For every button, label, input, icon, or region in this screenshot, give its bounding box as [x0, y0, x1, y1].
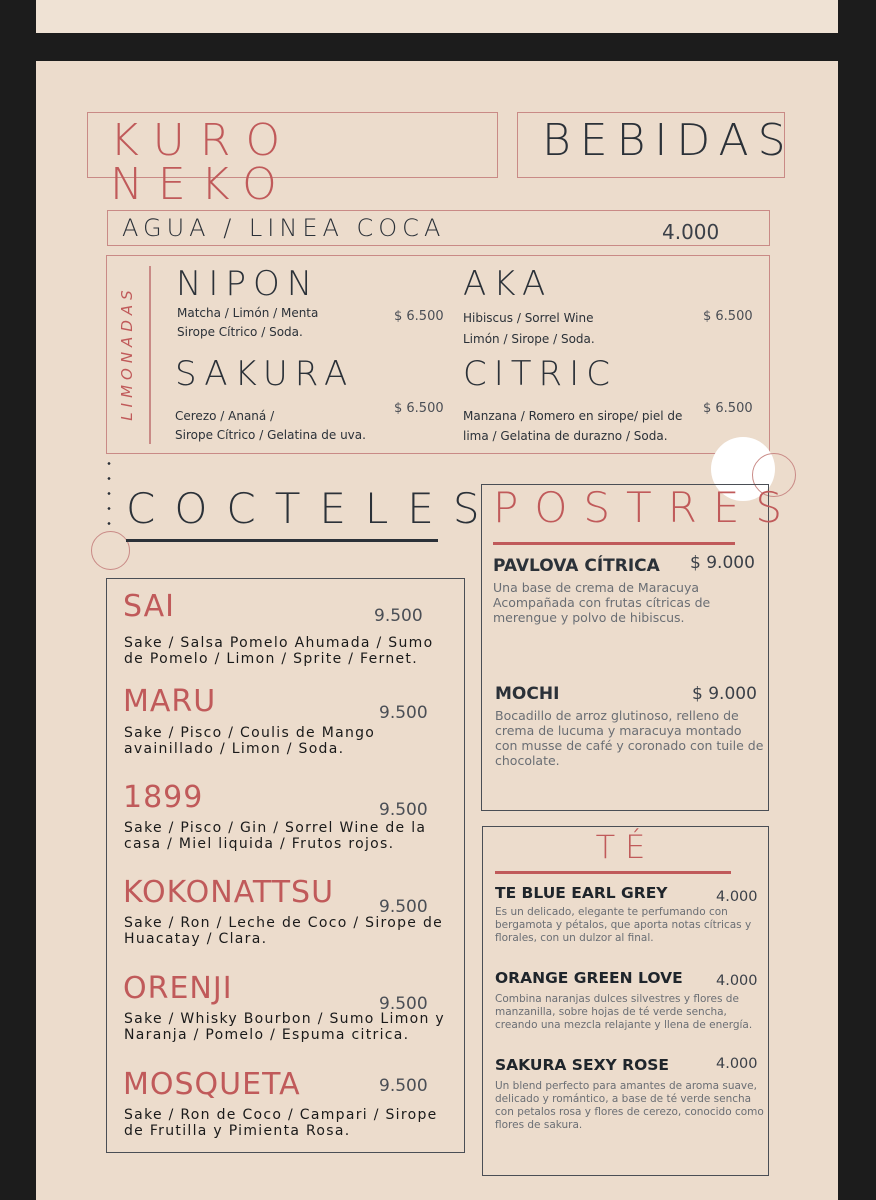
te-desc: Es un delicado, elegante te perfumando con bergamota y pétalos, que aporta notas cítricas y florales, con un dulzor al final.	[495, 906, 752, 944]
agua-row	[107, 210, 770, 246]
te-underline	[495, 871, 731, 874]
limonada-desc-line: Manzana / Romero en sirope/ piel de	[463, 409, 683, 423]
coctel-name: SAI	[123, 589, 175, 624]
postre-desc: Una base de crema de Maracuya Acompañada con frutas cítricas de merengue y polvo de hibiscus.	[493, 580, 711, 625]
postres-underline	[493, 542, 735, 545]
coctel-desc: Sake / Whisky Bourbon / Sumo Limon y Naranja / Pomelo / Espuma citrica.	[124, 1011, 446, 1043]
coctel-price: 9.500	[379, 1076, 428, 1096]
limonada-name: NIPON	[176, 264, 320, 304]
postre-price: $ 9.000	[690, 553, 755, 573]
limonada-price: $ 6.500	[703, 309, 753, 324]
limonada-name: SAKURA	[175, 354, 355, 394]
te-name: ORANGE GREEN LOVE	[495, 969, 683, 987]
limonadas-divider	[149, 266, 151, 444]
limonada-desc-line: Sirope Cítrico / Soda.	[177, 325, 303, 339]
limonada-desc-line: Sirope Cítrico / Gelatina de uva.	[175, 428, 366, 442]
te-name: SAKURA SEXY ROSE	[495, 1056, 669, 1074]
menu-page	[36, 61, 838, 1200]
te-price: 4.000	[716, 1056, 758, 1072]
limonada-name: CITRIC	[463, 354, 617, 394]
postres-title: POSTRES	[493, 483, 799, 532]
te-desc: Combina naranjas dulces silvestres y flores de manzanilla, sobre hojas de té verde sencha, creando una mezcla relajante y llena de energía.	[495, 993, 753, 1031]
cocteles-title: COCTELES	[126, 484, 499, 533]
cocteles-box	[106, 578, 465, 1153]
coctel-name: ORENJI	[123, 971, 233, 1006]
coctel-name: MOSQUETA	[123, 1067, 301, 1102]
coctel-price: 9.500	[379, 703, 428, 723]
section-title: BEBIDAS	[542, 115, 795, 166]
limonada-price: $ 6.500	[703, 401, 753, 416]
coctel-name: KOKONATTSU	[123, 875, 335, 910]
brand-title: KURO NEKO	[110, 115, 296, 210]
limonadas-label: LIMONADAS	[118, 285, 136, 421]
cocteles-underline	[126, 539, 438, 542]
limonada-desc-line: lima / Gelatina de durazno / Soda.	[463, 429, 668, 443]
postres-box	[481, 483, 799, 811]
te-title: TÉ	[595, 828, 656, 866]
limonada-name: AKA	[463, 264, 553, 304]
agua-label: AGUA / LINEA COCA	[122, 214, 446, 242]
coctel-price: 9.500	[379, 897, 428, 917]
te-box	[482, 826, 769, 1176]
limonada-desc-line: Hibiscus / Sorrel Wine	[463, 311, 594, 325]
decor-dots	[107, 456, 111, 536]
decor-circle-outline	[91, 531, 130, 570]
coctel-desc: Sake / Pisco / Gin / Sorrel Wine de la casa / Miel liquida / Frutos rojos.	[124, 820, 427, 852]
brand-box	[87, 112, 498, 210]
postre-desc: Bocadillo de arroz glutinoso, relleno de crema de lucuma y maracuya montado con musse de café y coronado con tuile de chocolate.	[495, 708, 764, 768]
limonada-price: $ 6.500	[394, 401, 444, 416]
postre-name: PAVLOVA CÍTRICA	[493, 556, 660, 576]
limonadas-box	[106, 255, 770, 454]
postre-name: MOCHI	[495, 684, 560, 704]
limonada-desc-line: Matcha / Limón / Menta	[177, 306, 319, 320]
te-name: TE BLUE EARL GREY	[495, 884, 668, 902]
coctel-name: MARU	[123, 684, 217, 719]
coctel-name: 1899	[123, 780, 204, 815]
coctel-desc: Sake / Pisco / Coulis de Mango avainillado / Limon / Soda.	[124, 725, 376, 757]
coctel-desc: Sake / Ron / Leche de Coco / Sirope de Huacatay / Clara.	[124, 915, 444, 947]
limonada-desc-line: Limón / Sirope / Soda.	[463, 332, 595, 346]
limonada-price: $ 6.500	[394, 309, 444, 324]
previous-page-edge	[36, 0, 838, 33]
te-desc: Un blend perfecto para amantes de aroma suave, delicado y romántico, a base de té verde sencha con petalos rosa y flores de cerezo, conocido como flores de sakura.	[495, 1080, 764, 1131]
coctel-desc: Sake / Ron de Coco / Campari / Sirope de Frutilla y Pimienta Rosa.	[124, 1107, 438, 1139]
coctel-desc: Sake / Salsa Pomelo Ahumada / Sumo de Pomelo / Limon / Sprite / Fernet.	[124, 635, 434, 667]
te-price: 4.000	[716, 889, 758, 905]
coctel-price: 9.500	[379, 800, 428, 820]
postre-price: $ 9.000	[692, 684, 757, 704]
agua-price: 4.000	[662, 220, 720, 244]
coctel-price: 9.500	[379, 994, 428, 1014]
limonada-desc-line: Cerezo / Ananá /	[175, 409, 275, 423]
coctel-price: 9.500	[374, 606, 423, 626]
te-price: 4.000	[716, 973, 758, 989]
section-box	[517, 112, 795, 178]
